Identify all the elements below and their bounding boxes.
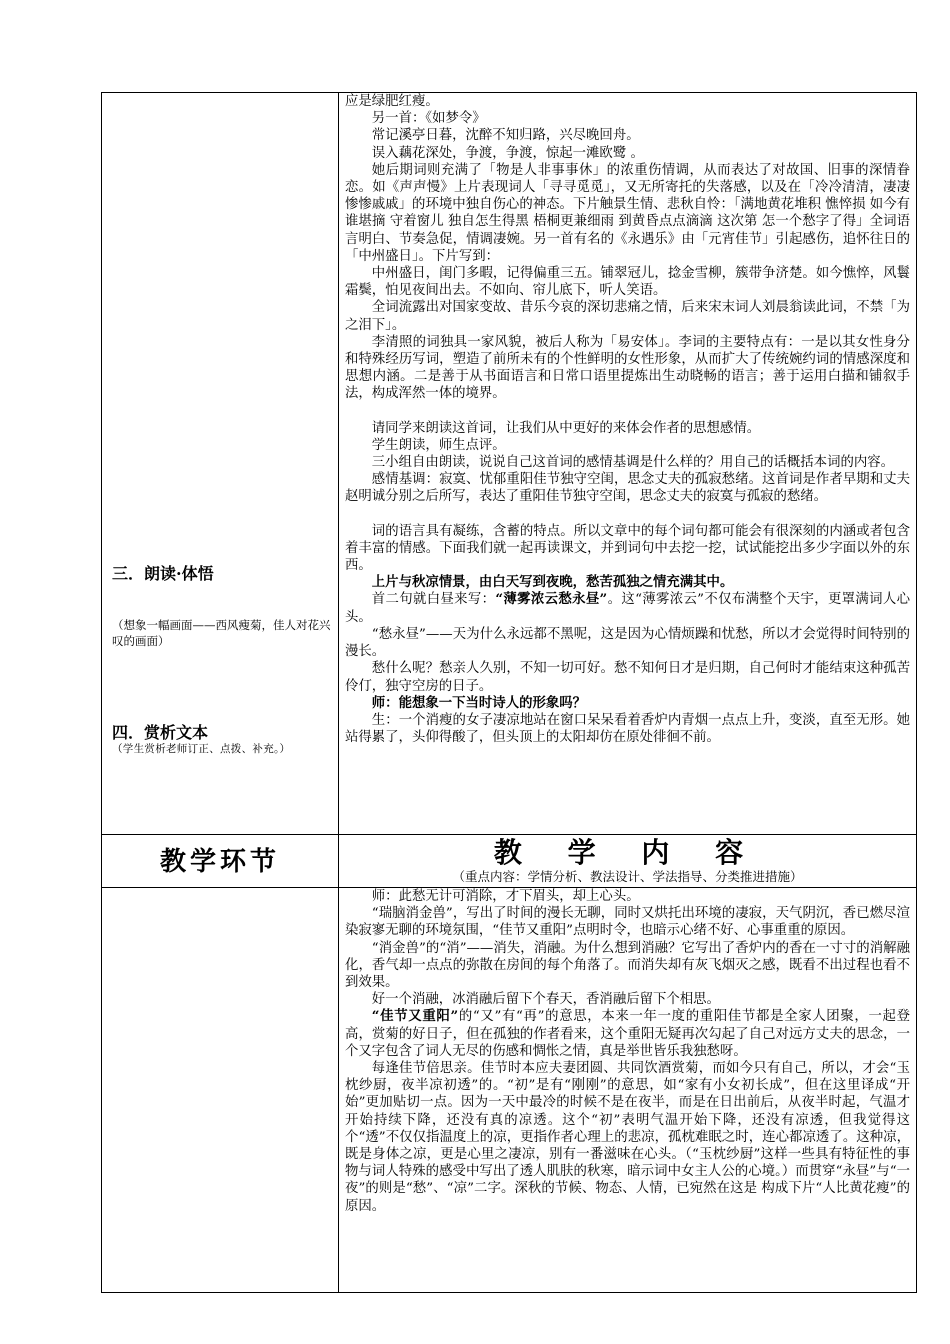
header-right-cell	[339, 835, 917, 888]
paragraph: 另一首：《如梦令》	[371, 111, 486, 127]
section4-title: 四．赏析文本	[112, 723, 209, 742]
text-run: 的“又”有“再”的意思，本来一年一度的重阳佳节都是全家人团聚，一起登高，赏菊的好日子，但在孤独的作者看来，这个重阳无疑再次勾起了自己对远方丈夫的思念，一个又字包含了词人无尽的伤感和惆怅之情，真是举世皆乐我独愁呀。	[345, 1009, 910, 1059]
paragraph: 学生朗读，师生点评。	[371, 437, 506, 453]
lesson-table	[101, 92, 917, 1293]
paragraph-bold: 上片与秋凉情景，由白天写到夜晚，愁苦孤独之情充满其中。	[371, 574, 734, 591]
paragraph: 误入藕花深处，争渡，争渡，惊起一滩欧鹭 。	[371, 145, 644, 161]
paragraph: 她后期词则充满了「物是人非事事休」的浓重伤情调，从而表达了对故国、旧事的深情眷恋。如《声声慢》上片表现词人「寻寻觅觅」，又无所寄托的失落感，以及在「冷冷清清，凄凄惨惨戚戚」的环境中独自伤心的神态。下片触景生情、悲秋自怜：「满地黄花堆积 憔悴损 如今有谁堪摘 守着窗儿 独自怎生得黑 梧桐更兼细雨 到黄昏点点滴滴 这次第 怎一个愁字了得」全词语言明白、节奏急促，情调凄婉。另一首有名的《永遇乐》由「元宵佳节」引起感伤，追怀往日的「中州盛日」。下片写到：	[345, 162, 910, 264]
upper-right-cell	[339, 93, 917, 835]
header-left-label: 教学环节	[159, 847, 280, 877]
paragraph: “消金兽”的“消”——消失，消融。为什么想到消融？它写出了香炉内的香在一寸寸的消解融化，香气却一点点的弥散在房间的每个角落了。而消失却有灰飞烟灭之感，既看不出过程也看不到效果。	[345, 940, 910, 991]
paragraph: 好一个消融，冰消融后留下个春天，香消融后留下个相思。	[371, 992, 720, 1008]
paragraph: 生：一个消瘦的女子凄凉地站在窗口呆呆看着香炉内青烟一点点上升，变淡，直至无形。她站得累了，头仰得酸了，但头顶上的太阳却仿在原处徘徊不前。	[345, 712, 910, 746]
lower-left-cell	[102, 888, 339, 1293]
upper-left-cell	[102, 93, 339, 835]
text-run: 首二句就白昼来写：	[371, 592, 496, 608]
section4-note: （学生赏析老师订正、点拨、补充。）	[112, 743, 291, 755]
header-title: 教 学 内 容	[493, 836, 762, 869]
lesson-plan-sheet	[101, 92, 916, 1293]
paragraph	[345, 1008, 910, 1060]
paragraph: “愁永昼”——天为什么永远都不黑呢，这是因为心情烦躁和忧愁，所以才会觉得时间特别的漫长。	[345, 626, 910, 660]
paragraph: 三小组自由朗读，说说自己这首词的感情基调是什么样的？用自己的话概括本词的内容。	[371, 455, 895, 471]
paragraph: 应是绿肥红瘦。	[345, 94, 439, 109]
paragraph: 请同学来朗读这首词，让我们从中更好的来体会作者的思想感情。	[371, 420, 761, 436]
upper-row	[102, 93, 917, 835]
header-row	[102, 835, 917, 888]
paragraph: 中州盛日，闺门多暇，记得偏重三五。铺翠冠儿，捻金雪柳，簇带争济楚。如今憔悴，风鬟霜鬓，怕见夜间出去。不如向、帘儿底下，听人笑语。	[345, 266, 910, 299]
header-subtitle: （重点内容：学情分析、教法设计、学法指导、分类推进措施）	[452, 869, 803, 884]
lower-right-cell	[339, 888, 917, 1293]
section3-title: 三．朗读·体悟	[112, 564, 214, 583]
header-left-cell	[102, 835, 339, 888]
section3-note: （想象一幅画面——西风瘦菊，佳人对花兴叹的画面）	[112, 618, 331, 648]
lower-body-text	[339, 888, 916, 1215]
paragraph: 愁什么呢？愁亲人久别，不知一切可好。愁不知何日才是归期，自己何时才能结束这种孤苦伶仃，独守空房的日子。	[345, 661, 910, 694]
paragraph: 师：此愁无计可消除，才下眉头，却上心头。	[371, 889, 640, 904]
upper-body-text	[339, 93, 916, 746]
paragraph: “瑞脑消金兽”，写出了时间的漫长无聊，同时又烘托出环境的凄寂，天气阴沉，香已燃尽渲染寂寥无聊的环境氛围，“佳节又重阳”点明时令，也暗示心绪不好、心事重重的原因。	[345, 906, 910, 939]
paragraph: 感情基调：寂寞、忧郁重阳佳节独守空闺，思念丈夫的孤寂愁绪。这首词是作者早期和丈夫赵明诚分别之后所写，表达了重阳佳节独守空闺，思念丈夫的寂寞与孤寂的愁绪。	[345, 472, 910, 505]
lower-row	[102, 888, 917, 1293]
paragraph: 常记溪亭日暮，沈醉不知归路，兴尽晚回舟。	[371, 128, 640, 144]
paragraph: 词的语言具有凝练，含蓄的特点。所以文章中的每个词句都可能会有很深刻的内涵或者包含着丰富的情感。下面我们就一起再读课文，并到词句中去挖一挖，试试能挖出多少字面以外的东西。	[345, 523, 910, 574]
quote-bold: “佳节又重阳”	[371, 1008, 459, 1025]
paragraph: 全词流露出对国家变故、昔乐今哀的深切悲痛之情，后来宋末词人刘晨翁读此词，不禁「为之泪下」。	[345, 300, 910, 333]
paragraph: 李清照的词独具一家风貌，被后人称为「易安体」。李词的主要特点有：一是以其女性身分和特殊经历写词，塑造了前所未有的个性鲜明的女性形象，从而扩大了传统婉约词的情感深度和思想内涵。二是善于从书面语言和日常口语里提炼出生动晓畅的语言；善于运用白描和铺叙手法，构成浑然一体的境界。	[345, 334, 910, 402]
paragraph	[345, 591, 910, 625]
paragraph-bold: 师：能想象一下当时诗人的形象吗？	[371, 694, 587, 711]
text-run: 。这“薄雾浓云”不仅布满整个天宇，更罩满词人心头。	[345, 592, 911, 625]
quote-bold: “薄雾浓云愁永昼”	[495, 591, 608, 608]
paragraph: 每逢佳节倍思亲。佳节时本应夫妻团圆、共同饮酒赏菊，而如今只有自己，所以，才会“玉枕纱厨，夜半凉初透”的。“初”是有“刚刚”的意思，如“家有小女初长成”，但在这里译成“开始”更加贴切一点。因为一天中最冷的时候不是在夜半，而是在日出前后，从夜半时起，气温才开始持续下降，还没有真的凉透。这个“初”表明气温开始下降，还没有凉透，但我觉得这个“透”不仅仅指温度上的凉，更指作者心理上的悲凉，孤枕难眠之时，连心都凉透了。这种凉，既是身体之凉，更是心里之凄凉，别有一番滋味在心头。（“玉枕纱厨”这样一些具有特征性的事物与词人特殊的感受中写出了透人肌肤的秋寒，暗示词中女主人公的心境。）而贯穿“永昼”与“一夜”的则是“愁”、“凉”二字。深秋的节候、物态、人情，已宛然在这是 构成下片“人比黄花瘦”的原因。	[345, 1061, 910, 1214]
